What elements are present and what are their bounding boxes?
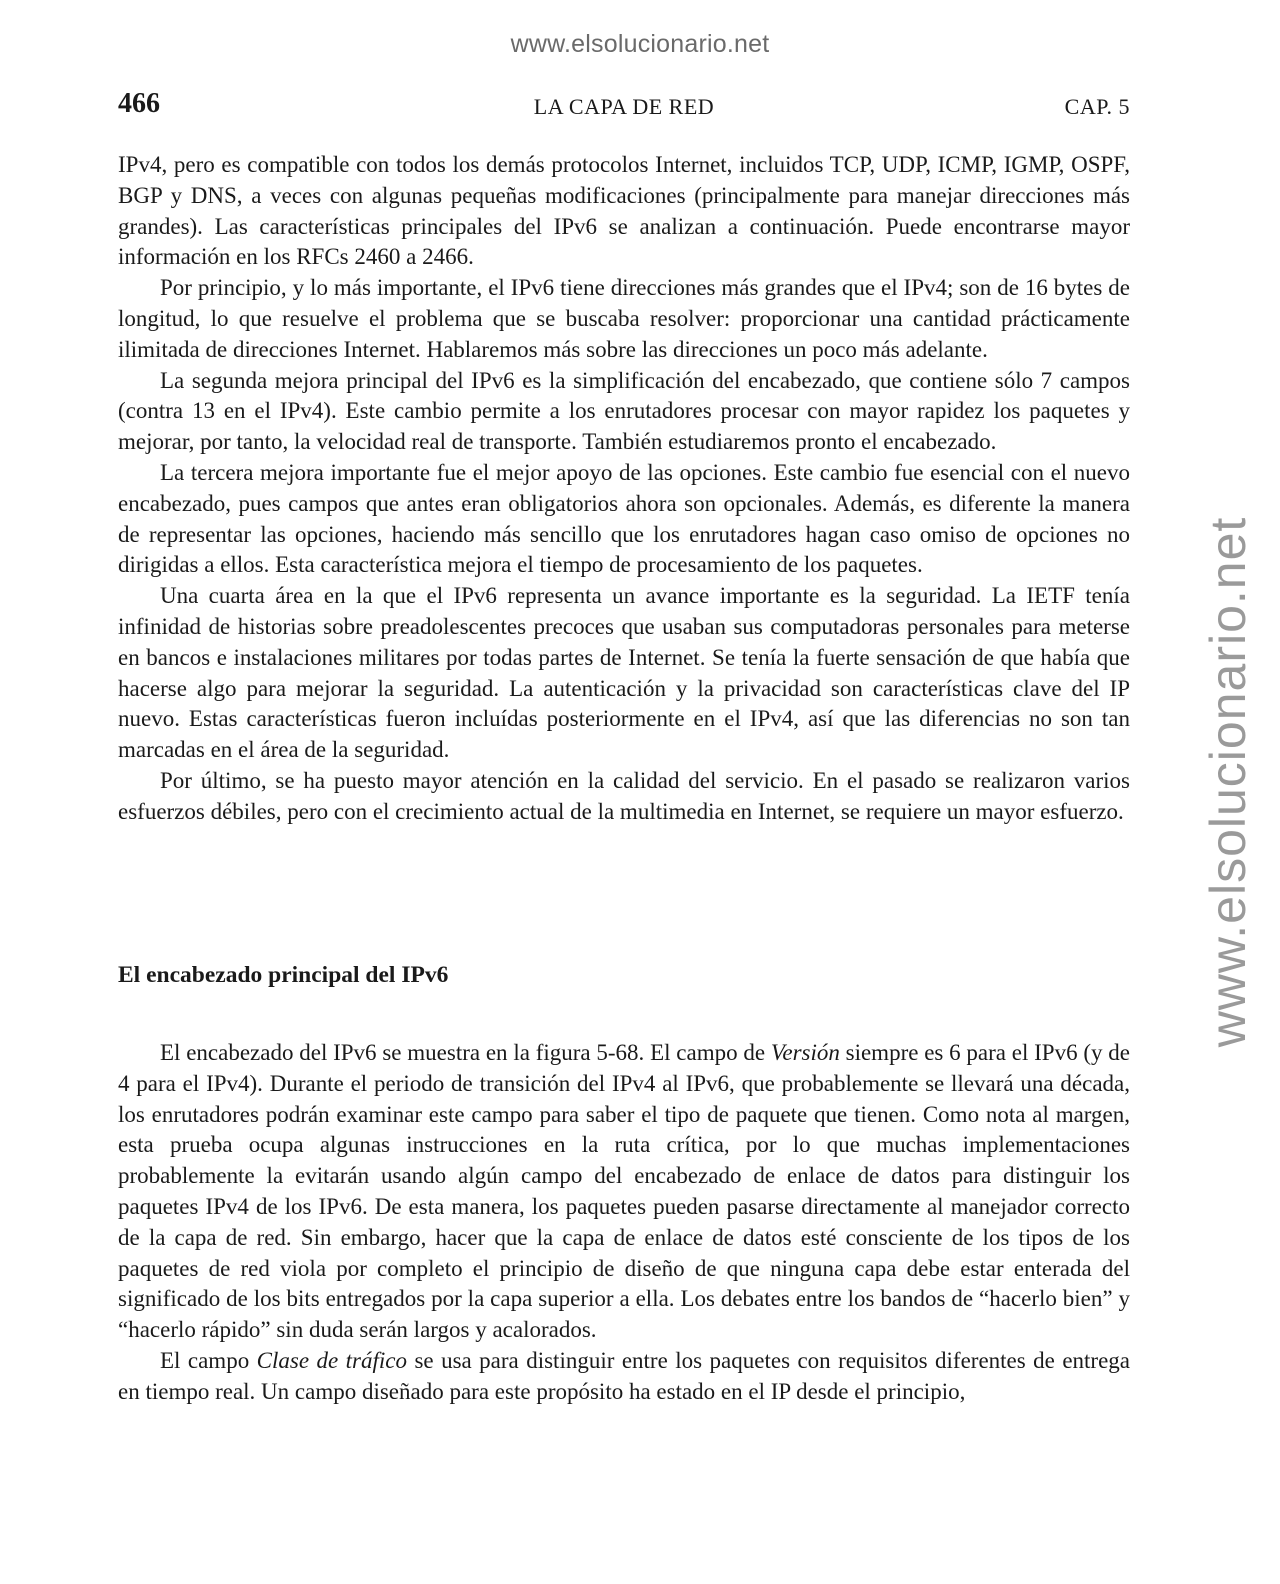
watermark-top: www.elsolucionario.net: [510, 30, 770, 58]
body-text-section: [118, 1038, 1130, 1408]
section-heading: El encabezado principal del IPv6: [118, 962, 449, 988]
chapter-title: LA CAPA DE RED: [533, 94, 715, 119]
paragraph-traffic-class-field: [118, 1346, 1130, 1408]
watermark-side: www.elsolucionario.net: [1200, 516, 1256, 1048]
text-run: El encabezado del IPv6 se muestra en la figura 5-68. El campo de: [160, 1040, 771, 1065]
paragraph-security: Una cuarta área en la que el IPv6 representa un avance importante es la seguridad. La IETF tenía infinidad de historias sobre preadolescentes precoces que usaban sus computadoras personales para meterse en bancos e instalaciones militares por todas partes de Internet. Se tenía la fuerte sensación de que había que hacerse algo para mejorar la seguridad. La autenticación y la privacidad son características clave del IP nuevo. Estas características fueron incluídas posteriormente en el IPv4, así que las diferencias no son tan marcadas en el área de la seguridad.: [118, 583, 1130, 763]
paragraph-continued: IPv4, pero es compatible con todos los demás protocolos Internet, incluidos TCP, UDP, ICMP, IGMP, OSPF, BGP y DNS, a veces con algunas pequeñas modificaciones (principalmente para manejar direcciones más grandes). Las características principales del IPv6 se analizan a continuación. Puede encontrarse mayor información en los RFCs 2460 a 2466.: [118, 152, 1130, 270]
paragraph-options: La tercera mejora importante fue el mejor apoyo de las opciones. Este cambio fue esencial con el nuevo encabezado, pues campos que antes eran obligatorios ahora son opcionales. Además, es diferente la manera de representar las opciones, haciendo más sencillo que los enrutadores hagan caso omiso de opciones no dirigidas a ellos. Esta característica mejora el tiempo de procesamiento de los paquetes.: [118, 459, 1130, 578]
paragraph-quality-of-service: Por último, se ha puesto mayor atención en la calidad del servicio. En el pasado se realizaron varios esfuerzos débiles, pero con el crecimiento actual de la multimedia en Internet, se requiere un mayor esfuerzo.: [118, 767, 1130, 824]
field-name-traffic-class: Clase de tráfico: [256, 1347, 407, 1373]
text-run: El campo: [160, 1347, 257, 1373]
body-text-top: [118, 150, 1130, 828]
text-run: se usa para distinguir entre los paquetes con requisitos diferentes de entrega en tiempo real. Un campo diseñado para este propósito ha estado en el IP desde el principio,: [118, 1347, 1130, 1404]
chapter-reference: CAP. 5: [1064, 94, 1130, 119]
paragraph-version-field: [118, 1038, 1130, 1346]
field-name-version: Versión: [770, 1040, 840, 1065]
running-head: [118, 88, 1130, 124]
paragraph-addresses: Por principio, y lo más importante, el IPv6 tiene direcciones más grandes que el IPv4; son de 16 bytes de longitud, lo que resuelve el problema que se buscaba resolver: proporcionar una cantidad prácticamente ilimitada de direcciones Internet. Hablaremos más sobre las direcciones un poco más adelante.: [118, 275, 1130, 362]
page-number: 466: [118, 88, 160, 119]
text-run: siempre es 6 para el IPv6 (y de 4 para el IPv4). Durante el periodo de transición del IPv4 al IPv6, que probablemente se llevará una década, los enrutadores podrán examinar este campo para saber el tipo de paquete que tienen. Como nota al margen, esta prueba ocupa algunas instrucciones en la ruta crítica, por lo que muchas implementaciones probablemente la evitarán usando algún campo del encabezado de enlace de datos para distinguir los paquetes IPv4 de los IPv6. De esta manera, los paquetes pueden pasarse directamente al manejador correcto de la capa de red. Sin embargo, hacer que la capa de enlace de datos esté consciente de los tipos de los paquetes de red viola por completo el principio de diseño de que ninguna capa debe estar enterada del significado de los bits entregados por la capa superior a ella. Los debates entre los bandos de “hacerlo bien” y “hacerlo rápido” sin duda serán largos y acalorados.: [118, 1040, 1131, 1343]
paragraph-header-simplification: La segunda mejora principal del IPv6 es la simplificación del encabezado, que contiene sólo 7 campos (contra 13 en el IPv4). Este cambio permite a los enrutadores procesar con mayor rapidez los paquetes y mejorar, por tanto, la velocidad real de transporte. También estudiaremos pronto el encabezado.: [118, 367, 1130, 455]
